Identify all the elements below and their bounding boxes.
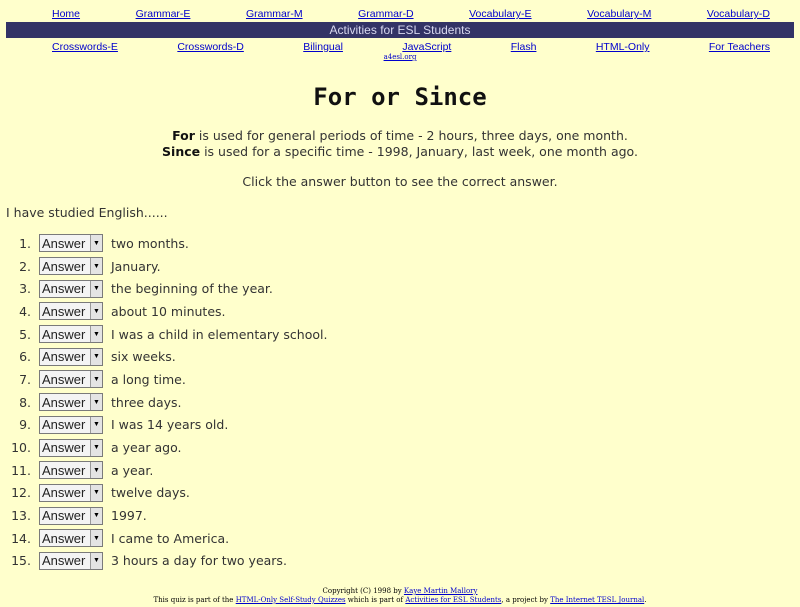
question-item [0, 391, 800, 414]
answer-select-label: Answer [42, 417, 86, 433]
top-nav [0, 7, 800, 21]
quiz-prompt: I have studied English...... [6, 205, 168, 220]
question-item [0, 232, 800, 255]
answer-select[interactable] [39, 552, 103, 570]
dropdown-arrow-icon[interactable]: ▼ [90, 530, 102, 546]
dropdown-arrow-icon[interactable]: ▼ [90, 553, 102, 569]
question-text: twelve days. [111, 485, 190, 501]
since-explanation: is used for a specific time - 1998, January, last week, one month ago. [200, 144, 638, 159]
nav-link-crosswords-d[interactable]: Crosswords-D [177, 41, 244, 53]
question-item [0, 436, 800, 459]
answer-select[interactable] [39, 257, 103, 275]
answer-select[interactable] [39, 439, 103, 457]
question-text: the beginning of the year. [111, 281, 273, 297]
question-text: a year ago. [111, 440, 182, 456]
dropdown-arrow-icon[interactable]: ▼ [90, 326, 102, 342]
question-number: 2. [19, 258, 31, 274]
answer-select-label: Answer [42, 553, 86, 569]
nav-link-vocabulary-e[interactable]: Vocabulary-E [469, 8, 532, 20]
nav-link-grammar-d[interactable]: Grammar-D [358, 8, 414, 20]
answer-select-label: Answer [42, 371, 86, 387]
for-explanation: is used for general periods of time - 2 hours, three days, one month. [194, 128, 628, 143]
question-item [0, 504, 800, 527]
question-number: 1. [19, 235, 31, 251]
question-text: a year. [111, 462, 154, 478]
nav-link-vocabulary-m[interactable]: Vocabulary-M [587, 8, 652, 20]
question-item [0, 414, 800, 437]
answer-select-label: Answer [42, 303, 86, 319]
question-number: 7. [19, 371, 31, 387]
question-text: 1997. [111, 508, 147, 524]
question-item [0, 323, 800, 346]
question-number: 5. [19, 326, 31, 342]
question-text: two months. [111, 235, 189, 251]
dropdown-arrow-icon[interactable]: ▼ [90, 440, 102, 456]
answer-select-label: Answer [42, 530, 86, 546]
question-number: 15. [11, 553, 31, 569]
answer-select[interactable] [39, 484, 103, 502]
dropdown-arrow-icon[interactable]: ▼ [90, 485, 102, 501]
question-item [0, 527, 800, 550]
question-text: six weeks. [111, 349, 176, 365]
question-text: I was 14 years old. [111, 417, 229, 433]
question-number: 6. [19, 349, 31, 365]
site-banner: Activities for ESL Students [6, 22, 794, 38]
dropdown-arrow-icon[interactable]: ▼ [90, 508, 102, 524]
question-number: 8. [19, 394, 31, 410]
answer-select[interactable] [39, 393, 103, 411]
nav-link-crosswords-e[interactable]: Crosswords-E [52, 41, 118, 53]
dropdown-arrow-icon[interactable]: ▼ [90, 349, 102, 365]
dropdown-arrow-icon[interactable]: ▼ [90, 394, 102, 410]
nav-link-home[interactable]: Home [52, 8, 81, 20]
site-domain-link[interactable]: a4esl.org [383, 53, 417, 61]
answer-select[interactable] [39, 234, 103, 252]
question-text: 3 hours a day for two years. [111, 553, 287, 569]
dropdown-arrow-icon[interactable]: ▼ [90, 281, 102, 297]
answer-select-label: Answer [42, 440, 86, 456]
answer-select[interactable] [39, 529, 103, 547]
question-item [0, 300, 800, 323]
footer-text: which is part of [345, 596, 406, 604]
question-list [0, 232, 800, 572]
author-link[interactable]: Kaye Martin Mallory [403, 587, 478, 595]
question-number: 11. [11, 462, 31, 478]
dropdown-arrow-icon[interactable]: ▼ [90, 462, 102, 478]
question-number: 9. [19, 417, 31, 433]
answer-select[interactable] [39, 302, 103, 320]
question-number: 10. [11, 440, 31, 456]
answer-select[interactable] [39, 416, 103, 434]
footer-text: , a project by [501, 596, 551, 604]
since-keyword: Since [162, 144, 201, 159]
copyright-text: Copyright (C) 1998 by [322, 587, 404, 595]
answer-select-label: Answer [42, 235, 86, 251]
answer-select-label: Answer [42, 485, 86, 501]
answer-select-label: Answer [42, 281, 86, 297]
question-text: I came to America. [111, 530, 230, 546]
answer-select-label: Answer [42, 462, 86, 478]
activities-link[interactable]: Activities for ESL Students [405, 596, 502, 604]
question-text: a long time. [111, 371, 186, 387]
footer-text: This quiz is part of the [153, 596, 236, 604]
journal-link[interactable]: The Internet TESL Journal [550, 596, 645, 604]
quizzes-link[interactable]: HTML-Only Self-Study Quizzes [235, 596, 346, 604]
secondary-nav [0, 40, 800, 54]
answer-select[interactable] [39, 280, 103, 298]
question-item [0, 482, 800, 505]
question-item [0, 277, 800, 300]
question-item [0, 459, 800, 482]
page-title: For or Since [313, 83, 487, 111]
question-item [0, 255, 800, 278]
nav-link-bilingual[interactable]: Bilingual [303, 41, 343, 53]
question-text: January. [111, 258, 161, 274]
nav-link-for-teachers[interactable]: For Teachers [708, 41, 770, 53]
answer-select-label: Answer [42, 326, 86, 342]
for-keyword: For [172, 128, 195, 143]
question-item [0, 368, 800, 391]
intro-text [0, 128, 800, 160]
dropdown-arrow-icon[interactable]: ▼ [90, 371, 102, 387]
dropdown-arrow-icon[interactable]: ▼ [90, 258, 102, 274]
nav-link-vocabulary-d[interactable]: Vocabulary-D [706, 8, 770, 20]
question-number: 14. [11, 530, 31, 546]
answer-select[interactable] [39, 325, 103, 343]
dropdown-arrow-icon[interactable]: ▼ [90, 235, 102, 251]
answer-select-label: Answer [42, 258, 86, 274]
question-number: 12. [11, 485, 31, 501]
nav-link-javascript[interactable]: JavaScript [402, 41, 452, 53]
nav-link-html-only[interactable]: HTML-Only [595, 41, 650, 53]
instruction-text: Click the answer button to see the correct answer. [242, 174, 558, 189]
question-number: 13. [11, 508, 31, 524]
dropdown-arrow-icon[interactable]: ▼ [90, 417, 102, 433]
question-item [0, 550, 800, 573]
answer-select[interactable] [39, 348, 103, 366]
nav-link-flash[interactable]: Flash [510, 41, 537, 53]
question-text: I was a child in elementary school. [111, 326, 328, 342]
question-text: about 10 minutes. [111, 303, 226, 319]
answer-select-label: Answer [42, 349, 86, 365]
answer-select[interactable] [39, 507, 103, 525]
answer-select[interactable] [39, 461, 103, 479]
answer-select-label: Answer [42, 508, 86, 524]
question-item [0, 345, 800, 368]
question-number: 3. [19, 281, 31, 297]
answer-select[interactable] [39, 370, 103, 388]
question-text: three days. [111, 394, 182, 410]
footer-text: . [644, 596, 647, 604]
question-number: 4. [19, 303, 31, 319]
answer-select-label: Answer [42, 394, 86, 410]
page-footer [0, 587, 800, 605]
nav-link-grammar-e[interactable]: Grammar-E [135, 8, 191, 20]
dropdown-arrow-icon[interactable]: ▼ [90, 303, 102, 319]
nav-link-grammar-m[interactable]: Grammar-M [245, 8, 303, 20]
